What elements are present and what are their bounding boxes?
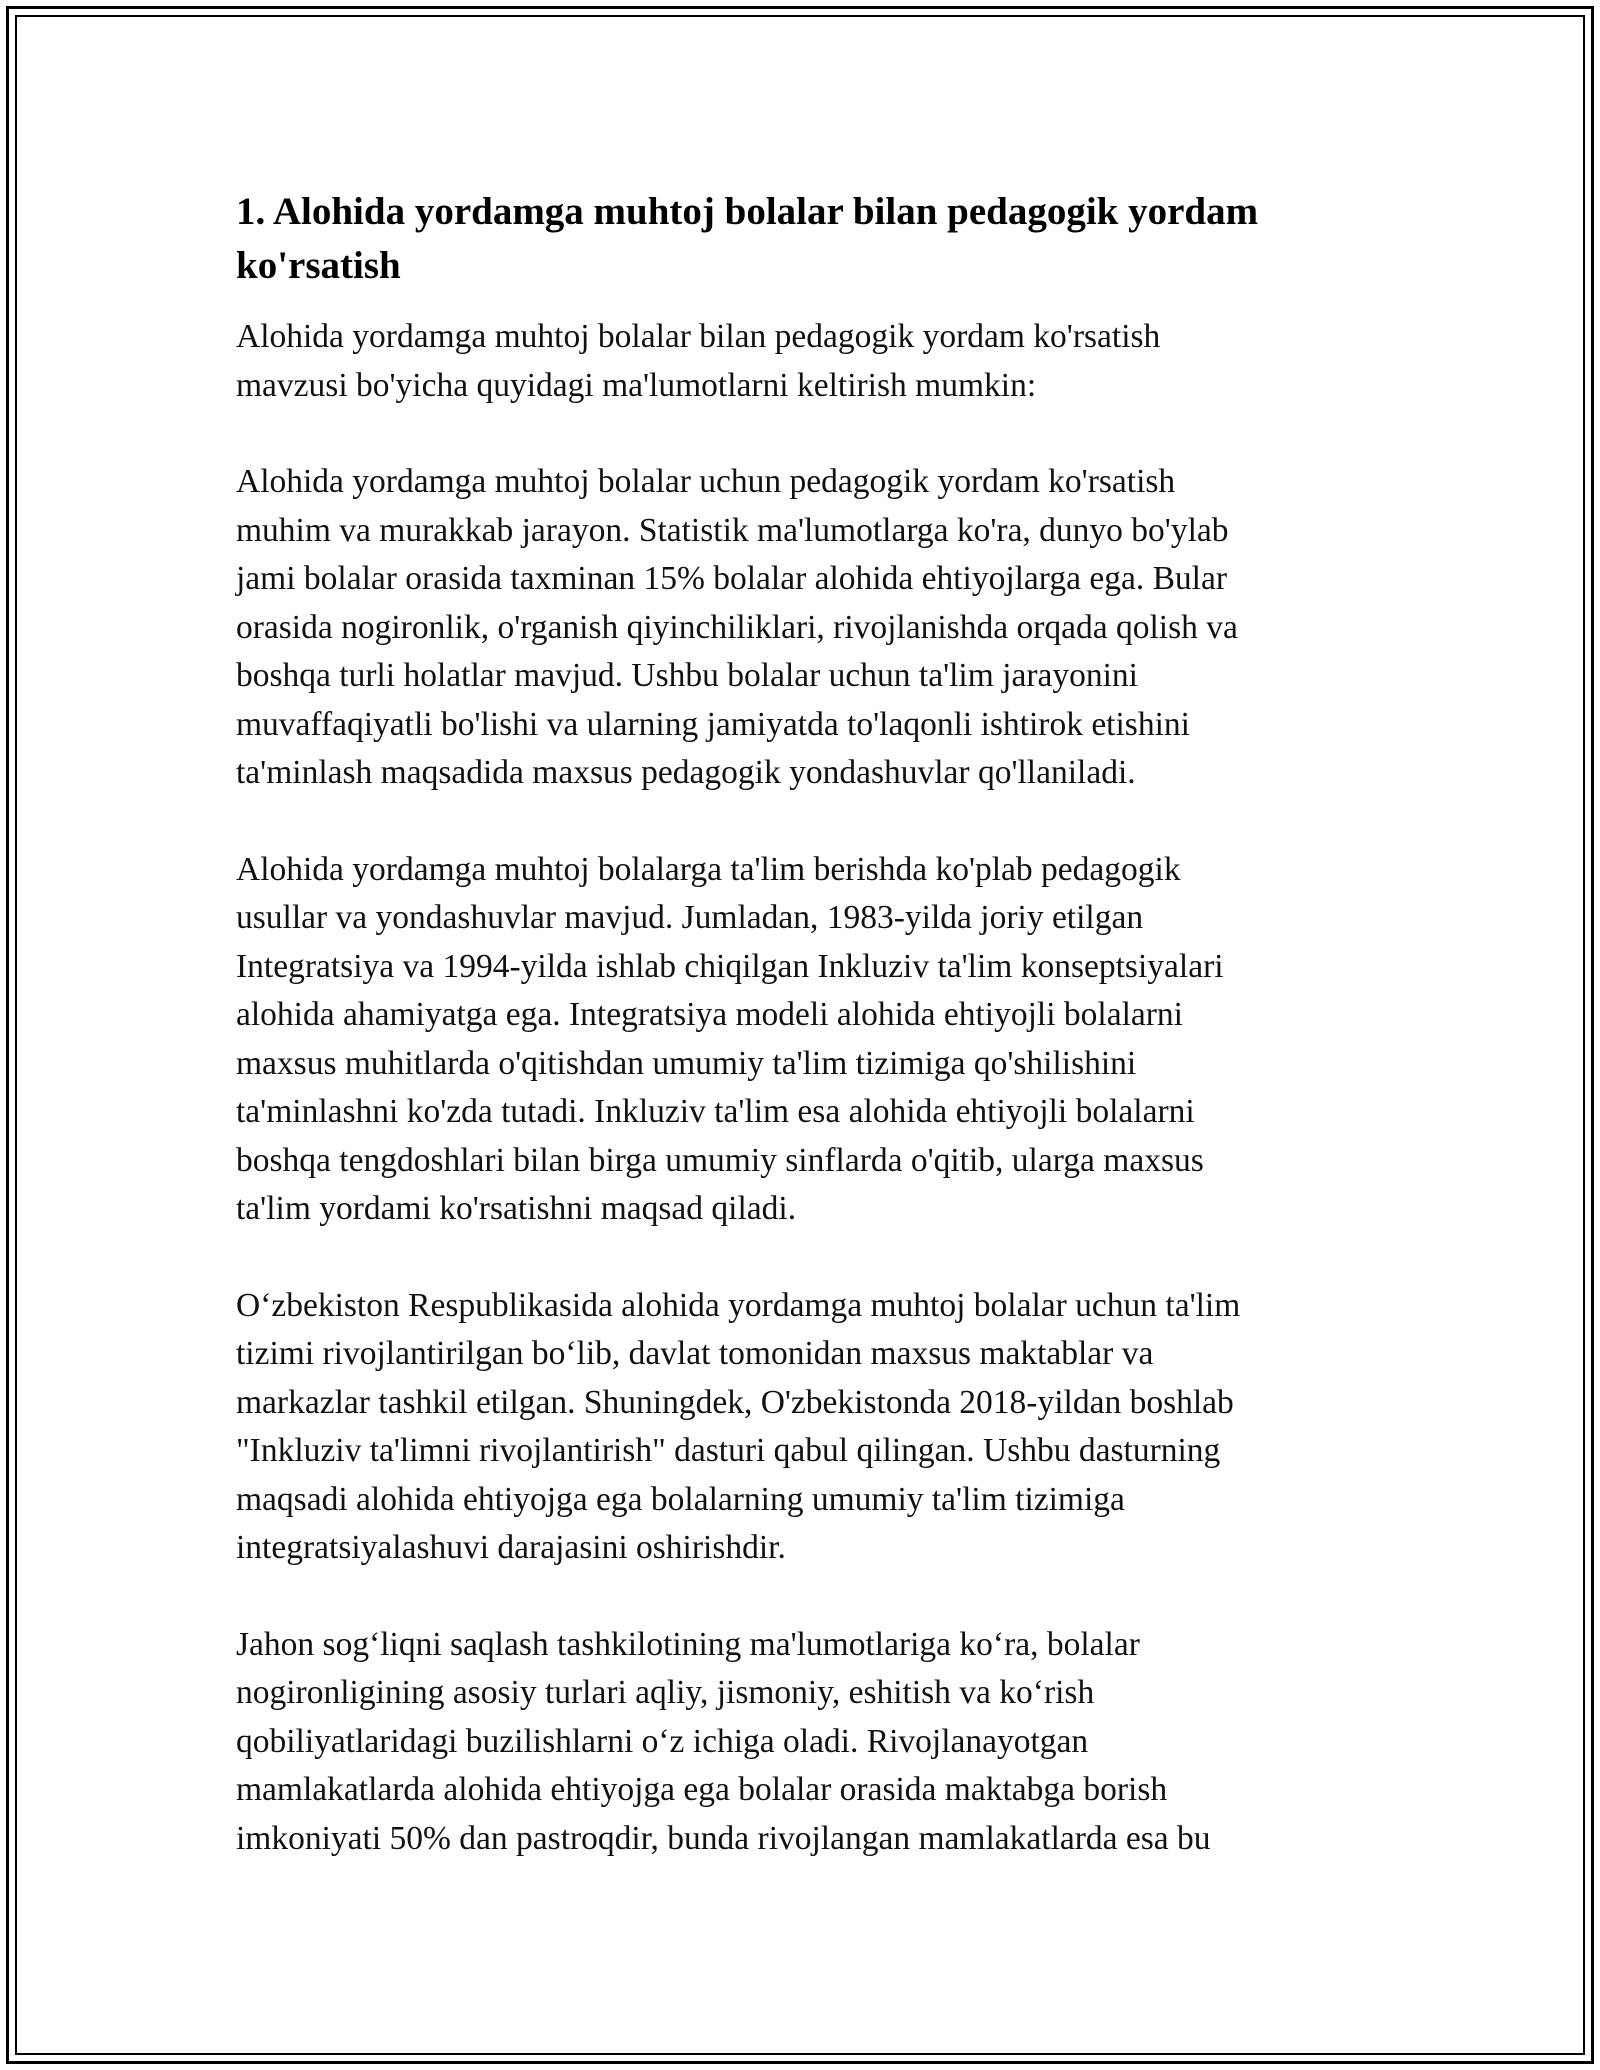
paragraph-line: ta'minlash maqsadida maxsus pedagogik yondashuvlar qo'llaniladi. <box>236 754 1136 791</box>
paragraph-line: muhim va murakkab jarayon. Statistik ma'lumotlarga ko'ra, dunyo bo'ylab <box>236 511 1229 549</box>
paragraph-line: Alohida yordamga muhtoj bolalarga ta'lim berishda ko'plab pedagogik <box>236 850 1181 888</box>
paragraph-line: boshqa tengdoshlari bilan birga umumiy sinflarda o'qitib, ularga maxsus <box>236 1141 1204 1179</box>
paragraph-intro <box>236 313 1346 410</box>
paragraph-line: Jahon sog‘liqni saqlash tashkilotining ma'lumotlariga ko‘ra, bolalar <box>236 1625 1140 1663</box>
paragraph-line: mamlakatlarda alohida ehtiyojga ega bolalar orasida maktabga borish <box>236 1771 1168 1808</box>
paragraph-line: imkoniyati 50% dan pastroqdir, bunda rivojlangan mamlakatlarda esa bu <box>236 1819 1211 1857</box>
document-body <box>236 185 1346 1911</box>
paragraph-line: boshqa turli holatlar mavjud. Ushbu bolalar uchun ta'lim jarayonini <box>236 657 1138 694</box>
paragraph-line: maxsus muhitlarda o'qitishdan umumiy ta'lim tizimiga qo'shilishini <box>236 1044 1137 1082</box>
paragraph-line: alohida ahamiyatga ega. Integratsiya modeli alohida ehtiyojli bolalarni <box>236 996 1183 1033</box>
paragraph-line: muvaffaqiyatli bo'lishi va ularning jamiyatda to'laqonli ishtirok etishini <box>236 705 1190 743</box>
title-line: 1. Alohida yordamga muhtoj bolalar bilan pedagogik yordam <box>236 190 1259 233</box>
section-title <box>236 185 1346 293</box>
title-line: ko'rsatish <box>236 244 401 287</box>
paragraph-approaches <box>236 846 1346 1234</box>
paragraph-line: mavzusi bo'yicha quyidagi ma'lumotlarni keltirish mumkin: <box>236 366 1037 404</box>
paragraph-line: jami bolalar orasida taxminan 15% bolalar alohida ehtiyojlarga ega. Bular <box>236 560 1228 597</box>
paragraph-who <box>236 1621 1346 1864</box>
paragraph-line: ta'minlashni ko'zda tutadi. Inkluziv ta'lim esa alohida ehtiyojli bolalarni <box>236 1093 1195 1130</box>
paragraph-line: qobiliyatlaridagi buzilishlarni o‘z ichiga oladi. Rivojlanayotgan <box>236 1722 1089 1760</box>
paragraph-line: nogironligining asosiy turlari aqliy, jismoniy, eshitish va ko‘rish <box>236 1674 1095 1711</box>
paragraph-line: Alohida yordamga muhtoj bolalar bilan pedagogik yordam ko'rsatish <box>236 318 1161 355</box>
paragraph-line: ta'lim yordami ko'rsatishni maqsad qiladi. <box>236 1190 797 1227</box>
paragraph-line: maqsadi alohida ehtiyojga ega bolalarning umumiy ta'lim tizimiga <box>236 1480 1125 1518</box>
paragraph-uzbekistan <box>236 1282 1346 1573</box>
paragraph-line: orasida nogironlik, o'rganish qiyinchiliklari, rivojlanishda orqada qolish va <box>236 608 1238 646</box>
paragraph-line: O‘zbekiston Respublikasida alohida yordamga muhtoj bolalar uchun ta'lim <box>236 1286 1241 1324</box>
paragraph-statistics <box>236 458 1346 798</box>
paragraph-line: usullar va yondashuvlar mavjud. Jumladan, 1983-yilda joriy etilgan <box>236 899 1144 936</box>
paragraph-line: Integratsiya va 1994-yilda ishlab chiqilgan Inkluziv ta'lim konseptsiyalari <box>236 947 1224 985</box>
paragraph-line: integratsiyalashuvi darajasini oshirishdir. <box>236 1529 786 1566</box>
paragraph-line: tizimi rivojlantirilgan bo‘lib, davlat tomonidan maxsus maktablar va <box>236 1335 1154 1372</box>
paragraph-line: "Inkluziv ta'limni rivojlantirish" dasturi qabul qilingan. Ushbu dasturning <box>236 1432 1221 1469</box>
paragraph-line: Alohida yordamga muhtoj bolalar uchun pedagogik yordam ko'rsatish <box>236 463 1176 500</box>
paragraph-line: markazlar tashkil etilgan. Shuningdek, O'zbekistonda 2018-yildan boshlab <box>236 1383 1234 1421</box>
